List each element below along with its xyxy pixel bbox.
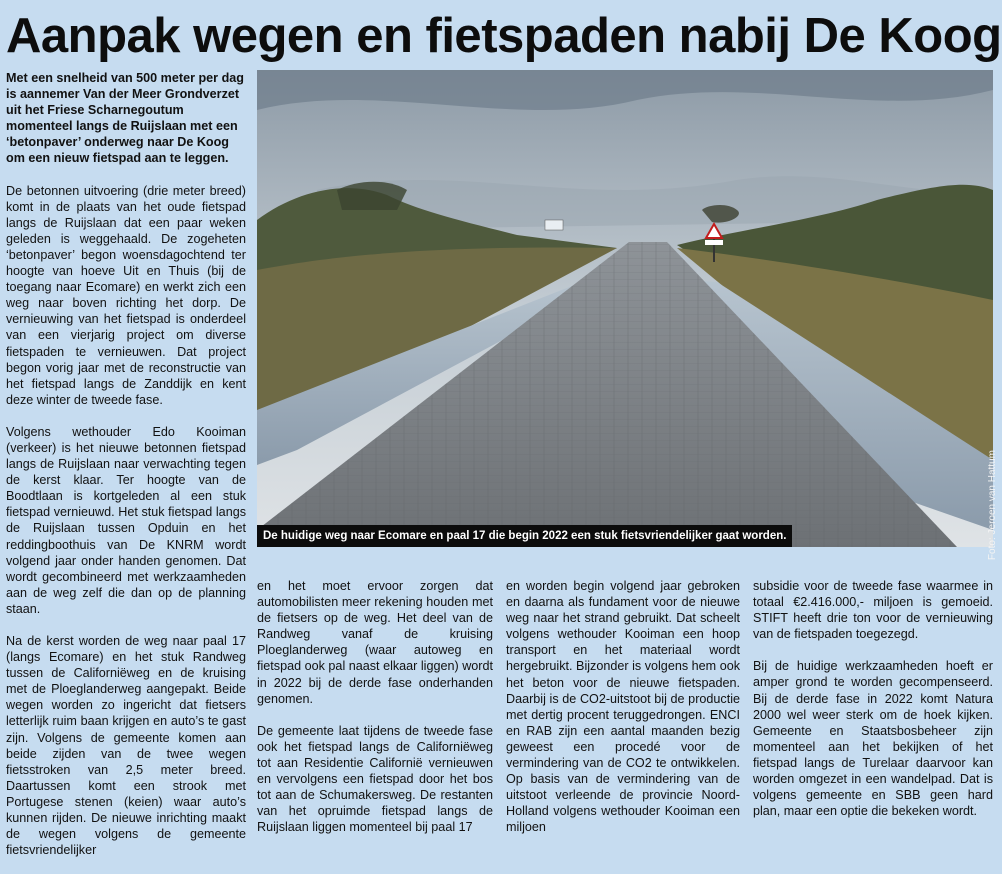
- body-paragraph: De betonnen uitvoering (drie meter breed) komt in de plaats van het oude fietspad langs de Ruijslaan dat een paar weken geleden is weggehaald. De zogeheten ‘betonpaver’ begon woensdagochtend ter hoogte van hoeve Uit en Thuis (bij de toegang naar Ecomare) en werkt zich een weg naar boven richting het dorp. De vernieuwing van het fietspad is onderdeel van een vierjarig project om diverse fietspaden te vernieuwen. Dat project begon vorig jaar met de reconstructie van het fietspad langs de Zanddijk en kent deze winter de tweede fase.: [6, 183, 246, 407]
- article-column-1: [6, 70, 246, 874]
- road-photo-illustration: [257, 70, 993, 547]
- photo-caption: De huidige weg naar Ecomare en paal 17 die begin 2022 een stuk fietsvriendelijker gaat worden.: [257, 525, 792, 547]
- body-paragraph: Bij de huidige werkzaamheden hoeft er amper grond te worden gecompenseerd. Bij de derde fase in 2022 komt Natura 2000 wel weer sterk om de hoek kijken. Gemeente en Staatsbosbeheer zijn momenteel aan het bekijken of het fietspad langs de Turelaar daarvoor kan worden omgezet in een wandelpad. Dat is volgens gemeente en SBB geen hard plan, maar een optie die bekeken wordt.: [753, 659, 993, 819]
- body-paragraph: Volgens wethouder Edo Kooiman (verkeer) is het nieuwe betonnen fietspad langs de Ruijslaan naar verwachting tegen de kerst klaar. Ter hoogte van de Boodtlaan is kortgeleden al een stuk fietspad vernieuwd. Het stuk fietspad langs de Ruijslaan tussen Opduin en het reddingboothuis van De KNRM wordt volgend jaar onder handen genomen. Dat wordt gecombineerd met werkzaamheden aan de weg zelf die dan op de planning staan.: [6, 424, 246, 616]
- article-column-2: [257, 578, 493, 851]
- photo-credit: Foto: Jeroen van Hattum: [987, 450, 998, 561]
- body-paragraph: en het moet ervoor zorgen dat automobilisten meer rekening houden met de fietsers op de weg. Het deel van de Randweg vanaf de kruising Ploeglanderweg (waar autoweg en fietspad ook pal naast elkaar liggen) wordt in 2022 bij de derde fase onderhanden genomen.: [257, 579, 493, 706]
- body-paragraph: en worden begin volgend jaar gebroken en daarna als fundament voor de nieuwe weg naar het strand gebruikt. Dat scheelt volgens wethouder Kooiman een hoop transport en het materiaal wordt hergebruikt. Bijzonder is volgens hem ook het beton voor de nieuwe fietspaden. Daarbij is de CO2-uitstoot bij de productie met dertig procent teruggedrongen. ENCI en RAB zijn een aantal maanden bezig geweest een procedé voor de vermindering van de CO2 te ontwikkelen. Op basis van de vermindering van de uitstoot verleende de provincie Noord-Holland volgens wethouder Kooiman een miljoen: [506, 579, 740, 835]
- article-column-3: [506, 578, 740, 852]
- body-paragraph: De gemeente laat tijdens de tweede fase ook het fietspad langs de Californiëweg tot aan Residentie Californië vernieuwen en vervolgens een fietspad door het bos tot aan de Schumakersweg. De restanten van het opruimde fietspad langs de Ruijslaan liggen momenteel bij paal 17: [257, 723, 493, 835]
- road-photo: [257, 70, 998, 561]
- body-paragraph: subsidie voor de tweede fase waarmee in totaal €2.416.000,- miljoen is gemoeid. STIFT heeft drie ton voor de vernieuwing van de fietspaden toegezegd.: [753, 579, 993, 642]
- intro-paragraph: Met een snelheid van 500 meter per dag is aannemer Van der Meer Grondverzet uit het Friese Scharnegoutum momenteel langs de Ruijslaan met een ‘betonpaver’ onderweg naar De Koog om een nieuw fietspad aan te leggen.: [6, 71, 244, 166]
- article-column-4: [753, 578, 993, 835]
- body-paragraph: Na de kerst worden de weg naar paal 17 (langs Ecomare) en het stuk Randweg tussen de Californiëweg en de kruising met de Ploeglanderweg aangepakt. Beide wegen worden zo ingericht dat fietsers letterlijk ruim baan krijgen en auto’s te gast zijn. Volgens de gemeente komen aan beide zijden van de twee wegen fietsstroken van 2,5 meter breed. Daartussen komt een strook met Portugese stenen (keien) waar auto’s kunnen rijden. De nieuwe inrichting maakt de wegen volgens de gemeente fietsvriendelijker: [6, 634, 246, 858]
- headline: Aanpak wegen en fietspaden nabij De Koog: [6, 9, 1002, 63]
